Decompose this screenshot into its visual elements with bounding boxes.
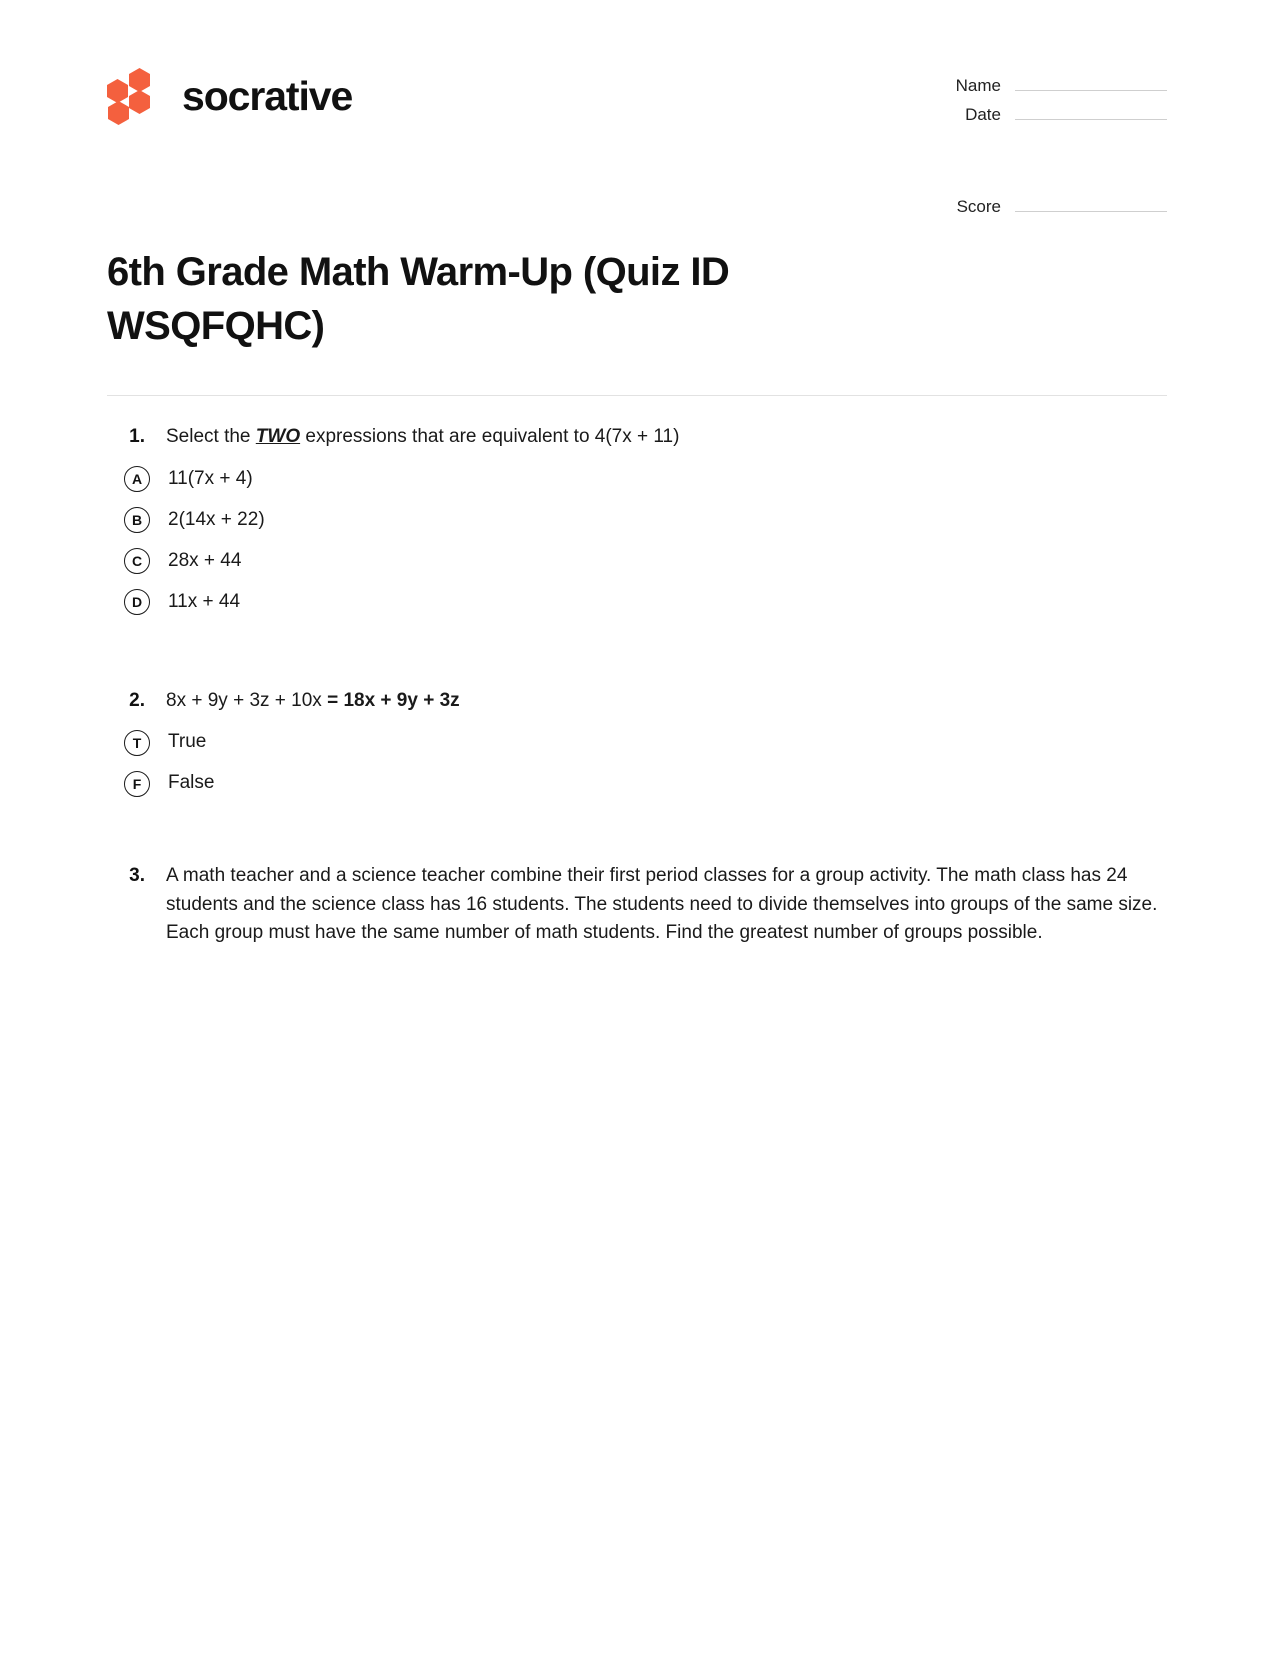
option-b-label: 2(14x + 22) — [168, 508, 265, 530]
question-spacer — [107, 804, 1167, 862]
hexagon-shape — [129, 90, 150, 114]
option-d-label: 11x + 44 — [168, 590, 241, 612]
option-c-bubble[interactable]: C — [124, 548, 150, 574]
questions-list — [0, 396, 1275, 948]
page-title: 6th Grade Math Warm-Up (Quiz ID WSQFQHC) — [107, 250, 730, 348]
date-field-row — [931, 103, 1167, 125]
option-false[interactable] — [107, 763, 1167, 804]
option-b-bubble[interactable]: B — [124, 507, 150, 533]
question-spacer — [107, 623, 1167, 687]
question-1-emphasis: TWO — [255, 426, 301, 448]
question-3-text: A math teacher and a science teacher combine their first period classes for a group activity. The math class has 24 students and the science class has 16 students. The students need to divide themselves into groups of the same size. Each group must have the same number of math students. Find the greatest number of groups possible. — [166, 865, 1158, 944]
page-header — [0, 0, 1275, 224]
question-2-number: 2. — [129, 689, 145, 711]
option-c-label: 28x + 44 — [168, 549, 242, 571]
name-field-row — [931, 74, 1167, 96]
option-b[interactable] — [107, 500, 1167, 541]
question-1 — [107, 423, 1167, 623]
option-d[interactable] — [107, 582, 1167, 623]
question-2 — [107, 687, 1167, 805]
option-false-bubble[interactable]: F — [124, 771, 150, 797]
option-a[interactable] — [107, 459, 1167, 500]
option-a-bubble[interactable]: A — [124, 466, 150, 492]
option-true[interactable] — [107, 722, 1167, 763]
option-true-bubble[interactable]: T — [124, 730, 150, 756]
option-a-label: 11(7x + 4) — [168, 467, 253, 489]
option-true-label: True — [168, 731, 207, 753]
date-input-line[interactable] — [1015, 103, 1167, 120]
question-2-text — [166, 687, 1167, 716]
question-2-text-plain: 8x + 9y + 3z + 10x — [166, 689, 328, 711]
option-c[interactable] — [107, 541, 1167, 582]
student-info-fields — [931, 58, 1167, 224]
name-input-line[interactable] — [1015, 74, 1167, 91]
question-1-text — [166, 423, 1167, 452]
hexagon-shape — [108, 101, 129, 125]
question-2-options — [107, 722, 1167, 804]
score-label: Score — [956, 197, 1001, 216]
question-1-text-after: expressions that are equivalent to 4(7x + 11) — [300, 426, 680, 448]
title-block — [0, 224, 1275, 353]
option-false-label: False — [168, 772, 215, 794]
question-3-number: 3. — [129, 865, 145, 887]
question-2-text-bold: = 18x + 9y + 3z — [327, 689, 460, 711]
date-label: Date — [965, 105, 1001, 124]
socrative-logo — [107, 58, 352, 124]
question-1-options — [107, 459, 1167, 623]
question-1-number: 1. — [129, 426, 145, 448]
question-3 — [107, 862, 1167, 948]
hexagon-shape — [107, 79, 128, 103]
score-input-line[interactable] — [1015, 195, 1167, 212]
hexagon-logo-icon — [107, 68, 165, 124]
brand-wordmark: socrative — [182, 72, 353, 119]
hexagon-shape — [129, 68, 150, 92]
name-label: Name — [955, 76, 1001, 95]
question-3-head — [107, 862, 1167, 948]
question-2-head — [107, 687, 1167, 716]
score-field-row — [931, 195, 1167, 217]
question-1-text-before: Select the — [166, 426, 256, 448]
question-1-head — [107, 423, 1167, 452]
option-d-bubble[interactable]: D — [124, 589, 150, 615]
